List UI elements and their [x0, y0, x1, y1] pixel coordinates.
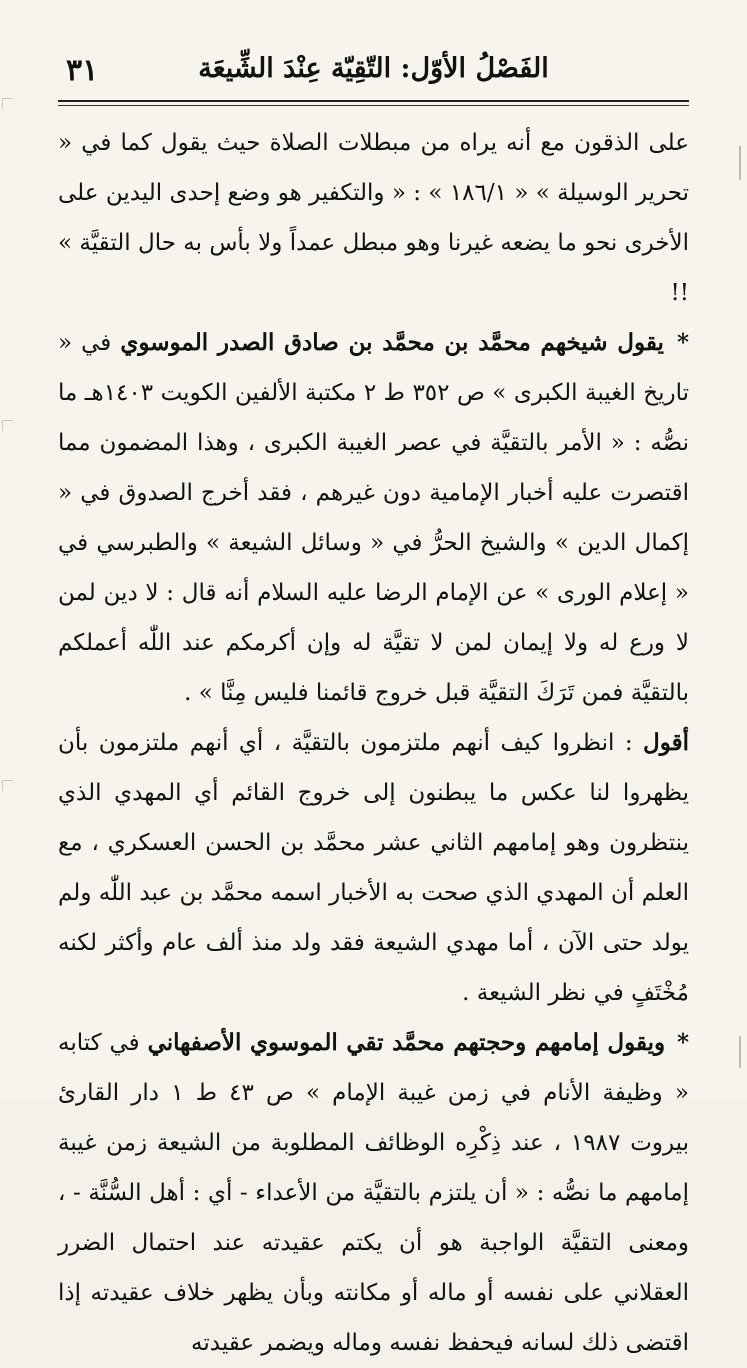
paragraph-2-lead: يقول شيخهم محمَّد بن محمَّد بن صادق الصدر الموسوي — [120, 329, 664, 356]
scan-artifact — [2, 420, 13, 431]
bullet-marker: * — [676, 329, 689, 356]
paragraph-1: على الذقون مع أنه يراه من مبطلات الصلاة حيث يقول كما في « تحرير الوسيلة » « ١٨٦/١ » : « والتكفير هو وضع إحدى اليدين على الأخرى نحو ما يضعه غيرنا وهو مبطل عمداً ولا بأس به حال التقيَّة » !! — [58, 130, 689, 306]
paragraph-3-label: أقول — [643, 729, 689, 756]
paragraph-3-body: : انظروا كيف أنهم ملتزمون بالتقيَّة ، أي أنهم ملتزمون بأن يظهروا لنا عكس ما يبطنون إلى خروج القائم أي المهدي الذي ينتظرون وهو إمامهم الثاني عشر محمَّد بن الحسن العسكري ، مع العلم أن المهدي الذي صحت به الأخبار اسمه محمَّد بن عبد اللّٰه ولم يولد حتى الآن ، أما مهدي الشيعة فقد ولد منذ ألف عام وأكثر لكنه مُخْتَفٍ في نظر الشيعة . — [58, 730, 689, 1006]
paragraph-2-body: في « تاريخ الغيبة الكبرى » ص ٣٥٢ ط ٢ مكتبة الألفين الكويت ١٤٠٣هـ ما نصُّه : « الأمر بالتقيَّة في عصر الغيبة الكبرى ، وهذا المضمون مما اقتصرت عليه أخبار الإمامية دون غيرهم ، فقد أخرج الصدوق في « إكمال الدين » والشيخ الحرُّ في « وسائل الشيعة » والطبرسي في « إعلام الورى » عن الإمام الرضا عليه السلام أنه قال : لا دين لمن لا ورع له ولا إيمان لمن لا تقيَّة له وإن أكرمكم عند اللّٰه أعملكم بالتقيَّة فمن تَرَكَ التقيَّة قبل خروج قائمنا فليس مِنَّا » . — [58, 330, 689, 706]
page-header — [58, 42, 689, 98]
page-body — [58, 118, 690, 1356]
paragraph-4 — [58, 1018, 689, 1368]
bullet-marker: * — [676, 1029, 690, 1056]
scan-artifact — [739, 146, 741, 180]
paragraph-4-lead: ويقول إمامهم وحجتهم محمَّد تقي الموسوي الأصفهاني — [147, 1029, 666, 1056]
paragraph-2 — [58, 318, 689, 718]
page-number: ٣١ — [66, 53, 99, 88]
scan-artifact — [2, 98, 13, 109]
paragraph-4-body: في كتابه « وظيفة الأنام في زمن غيبة الإمام » ص ٤٣ ط ١ دار القارئ بيروت ١٩٨٧ ، عند ذِكْرِه الوظائف المطلوبة من الشيعة زمن غيبة إمامهم ما نصُّه : « أن يلتزم بالتقيَّة من الأعداء - أي : أهل السُّنَّة - ، ومعنى التقيَّة الواجبة هو أن يكتم عقيدته عند احتمال الضرر العقلاني على نفسه أو ماله أو مكانته وبأن يظهر خلاف عقيدته إذا اقتضى ذلك لسانه فيحفظ نفسه وماله ويضمر عقيدته — [58, 1030, 690, 1356]
scan-artifact — [739, 1036, 741, 1068]
header-rule — [58, 100, 689, 102]
running-title: الفَصْلُ الأوّل: التّقِيّة عِنْدَ الشِّيعَة — [198, 53, 549, 84]
scan-artifact — [2, 780, 13, 791]
header-rule-thin — [58, 105, 689, 106]
paragraph-3 — [58, 718, 689, 1018]
